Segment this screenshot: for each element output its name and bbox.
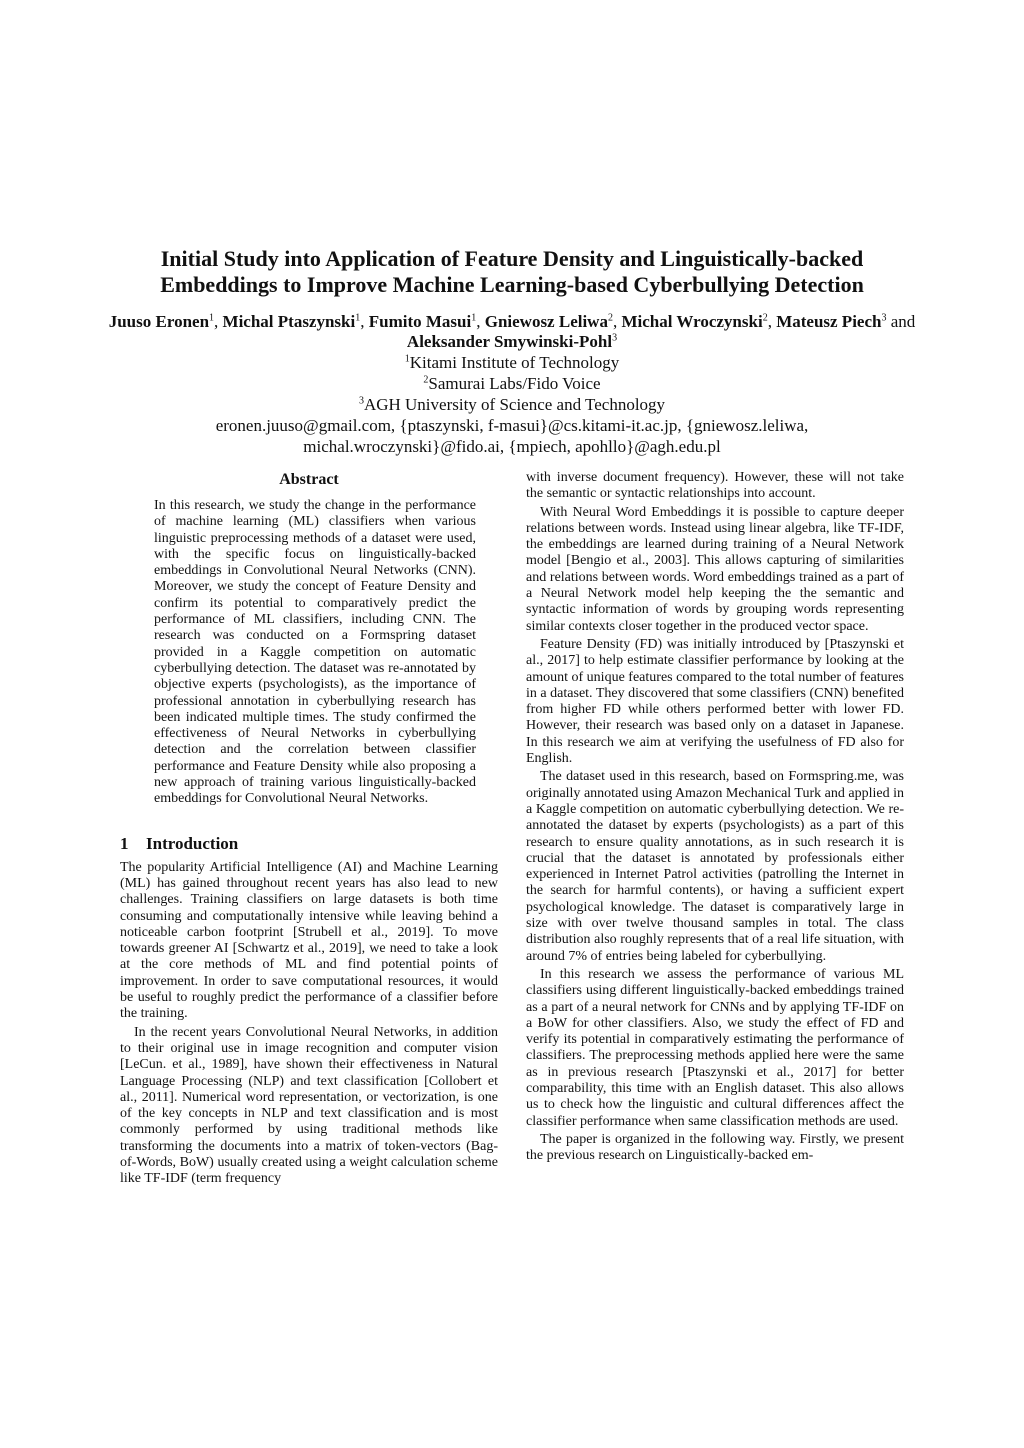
author-separator: , xyxy=(767,312,777,331)
affiliation xyxy=(90,373,934,394)
paper-header xyxy=(90,246,934,457)
author-affiliation-mark: 2 xyxy=(607,312,613,324)
title-line-2: Embeddings to Improve Machine Learning-based Cyberbullying Detection xyxy=(160,272,864,297)
section-number: 1 xyxy=(120,833,129,853)
affiliation xyxy=(90,352,934,373)
paper-title xyxy=(90,246,934,298)
author-list xyxy=(90,312,934,352)
section-title: Introduction xyxy=(146,833,239,853)
author-affiliation-mark: 1 xyxy=(471,312,477,324)
right-column xyxy=(526,470,904,1166)
author-affiliation-mark: 1 xyxy=(355,312,361,324)
author-name: Gniewosz Leliwa xyxy=(484,312,608,331)
left-column xyxy=(120,470,498,1190)
email-line-1: eronen.juuso@gmail.com, {ptaszynski, f-masui}@cs.kitami-it.ac.jp, {gniewosz.leliwa, xyxy=(215,416,809,435)
author-name: Fumito Masui xyxy=(368,312,472,331)
email-list xyxy=(90,415,934,457)
affiliation-number: 2 xyxy=(423,374,429,386)
author-separator: , xyxy=(214,312,223,331)
affiliation-name: AGH University of Science and Technology xyxy=(363,395,666,414)
author-affiliation-mark: 2 xyxy=(762,312,768,324)
email-line-2: michal.wroczynski}@fido.ai, {mpiech, apohllo}@agh.edu.pl xyxy=(303,437,721,456)
author-affiliation-mark: 1 xyxy=(209,312,215,324)
author-separator: , xyxy=(612,312,622,331)
abstract-text: In this research, we study the change in the performance of machine learning (ML) classifiers when various linguistic preprocessing methods of a dataset were used, with the specific focus on linguistically-backed embeddings in Convolutional Neural Networks (CNN). Moreover, we study the concept of Feature Density and confirm its potential to comparatively predict the performance of ML classifiers, including CNN. The research was conducted on a Formspring dataset provided in a Kaggle competition on automatic cyberbullying detection. The dataset was re-annotated by objective experts (psychologists), as the importance of professional annotation in cyberbullying research has been indicated multiple times. The study confirmed the effectiveness of Neural Networks in cyberbullying detection and the correlation between classifier performance and Feature Density while also proposing a new approach of training various linguistically-backed embeddings for Convolutional Neural Networks. xyxy=(154,498,476,807)
intro-paragraph: Feature Density (FD) was initially introduced by [Ptaszynski et al., 2017] to help estimate classifier performance by looking at the amount of unique features compared to the total number of features in a dataset. They discovered that some classifiers (CNN) benefited from higher FD while others performed better with lower FD. However, their research was based only on a dataset in Japanese. In this research we aim at verifying the usefulness of FD also for English. xyxy=(526,636,904,767)
author-name: Michal Ptaszynski xyxy=(222,312,356,331)
intro-paragraph: In this research we assess the performance of various ML classifiers using different linguistically-backed embeddings trained as a part of a neural network for CNNs and by applying TF-IDF on a BoW for other classifiers. Also, we study the effect of FD and verify its potential in comparatively estimating the performance of classifiers. The preprocessing methods applied here were the same as in previous research [Ptaszynski et al., 2017] for better comparability, this time with an English dataset. This also allows us to check how the linguistic and cultural differences affect the classifier performance when same classification methods are used. xyxy=(526,966,904,1129)
author-affiliation-mark: 3 xyxy=(612,332,618,344)
affiliation-list xyxy=(90,352,934,415)
affiliation xyxy=(90,394,934,415)
author-affiliation-mark: 3 xyxy=(881,312,887,324)
intro-paragraph: The popularity Artificial Intelligence (AI) and Machine Learning (ML) has gained throughout recent years has also lead to new challenges. Training classifiers on large datasets is both time consuming and computationally intensive while leaving behind a noticeable carbon footprint [Strubell et al., 2019]. To move towards greener AI [Schwartz et al., 2019], we need to take a look at the core methods of ML and find potential points of improvement. In order to save computational resources, it would be useful to roughly predict the performance of a classifier before the training. xyxy=(120,859,498,1022)
author-name: Aleksander Smywinski-Pohl xyxy=(406,332,613,351)
author-name: Juuso Eronen xyxy=(108,312,210,331)
title-line-1: Initial Study into Application of Feature Density and Linguistically-backed xyxy=(160,246,864,271)
author-separator: , xyxy=(360,312,369,331)
affiliation-number: 1 xyxy=(404,353,410,365)
author-separator: and xyxy=(886,312,916,331)
section-heading-introduction xyxy=(120,834,498,854)
author-name: Michal Wroczynski xyxy=(621,312,763,331)
affiliation-number: 3 xyxy=(358,395,364,407)
author-separator: , xyxy=(476,312,485,331)
intro-paragraph: In the recent years Convolutional Neural Networks, in addition to their original use in image recognition and computer vision [LeCun. et al., 1989], have shown their effectiveness in Natural Language Processing (NLP) and text classification [Collobert et al., 2011]. Numerical word representation, or vectorization, is one of the key concepts in NLP and text classification and is most commonly performed by using traditional methods like transforming the documents into a matrix of token-vectors (Bag-of-Words, BoW) usually created using a weight calculation scheme like TF-IDF (term frequency xyxy=(120,1024,498,1187)
affiliation-name: Kitami Institute of Technology xyxy=(409,353,620,372)
affiliation-name: Samurai Labs/Fido Voice xyxy=(428,374,601,393)
author-name: Mateusz Piech xyxy=(776,312,882,331)
intro-paragraph: The paper is organized in the following way. Firstly, we present the previous research on Linguistically-backed em- xyxy=(526,1131,904,1164)
abstract-heading: Abstract xyxy=(279,471,339,488)
intro-paragraph: With Neural Word Embeddings it is possible to capture deeper relations between words. Instead using linear algebra, like TF-IDF, the embeddings are learned during training of a Neural Network model [Bengio et al., 2003]. This allows capturing of similarities and relations between words. Word embeddings trained as a part of a Neural Network model help keeping the the semantic and syntactic information of words by grouping words representing similar contexts closer together in the produced vector space. xyxy=(526,504,904,634)
intro-paragraph: with inverse document frequency). However, these will not take the semantic or syntactic relationships into account. xyxy=(526,470,904,502)
intro-paragraph: The dataset used in this research, based on Formspring.me, was originally annotated using Amazon Mechanical Turk and applied in a Kaggle competition on automatic cyberbullying detection. We re-annotated the dataset by experts (psychologists) as a part of this research to ensure quality annotations, as in such research it is crucial that the dataset is annotated by professionals either experienced in Internet Patrol activities (patrolling the Internet in the search for harmful contents), or having a sufficient expert psychological knowledge. The dataset is comparatively large in size with over twelve thousand samples in total. The class distribution also roughly represents that of a real life situation, with around 7% of entries being labeled for cyberbullying. xyxy=(526,769,904,964)
